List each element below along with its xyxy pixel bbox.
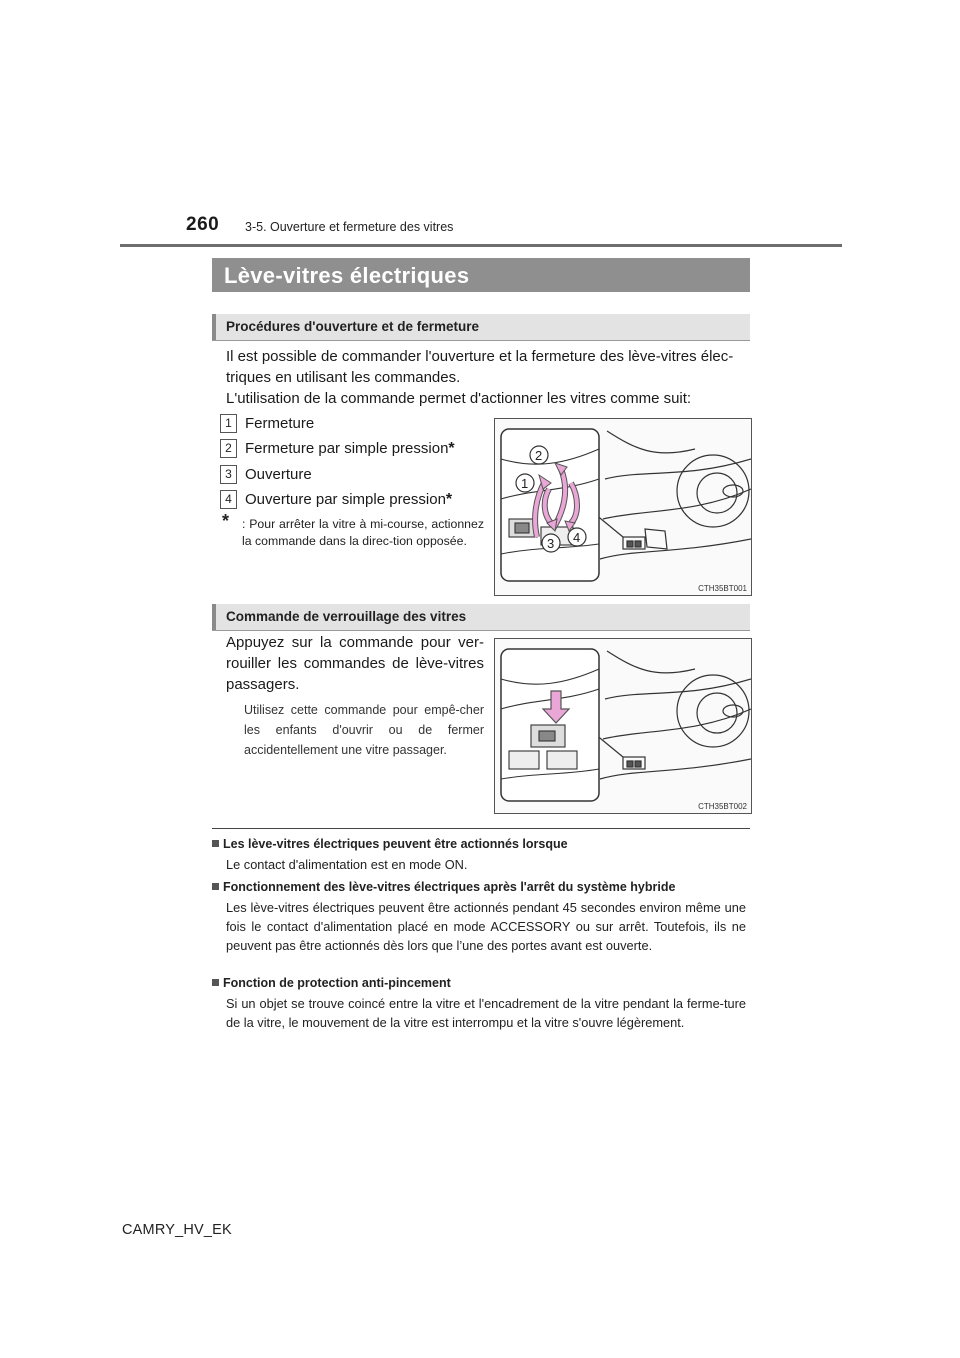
section1-heading-bar [212,314,750,341]
bullet-heading-text: Fonctionnement des lève-vitres électriques après l'arrêt du système hybride [223,880,676,894]
section-label: 3-5. Ouverture et fermeture des vitres [245,220,454,234]
step-label: Fermeture par simple pression [245,440,449,457]
step-label: Ouverture par simple pression [245,491,446,508]
bullet-heading-2 [212,880,675,894]
square-bullet-icon [212,883,219,890]
callout-3-text: 3 [547,536,555,551]
step-label: Ouverture [245,466,312,483]
step-number: 3 [220,465,237,484]
footnote-text: : Pour arrêter la vitre à mi-course, actionnez la commande dans la direc-tion opposée. [242,517,484,548]
section1-heading: Procédures d'ouverture et de fermeture [226,319,480,334]
page-number: 260 [186,214,220,235]
callout-2-text: 2 [535,448,543,463]
square-bullet-icon [212,979,219,986]
bullet-body-2: Les lève-vitres électriques peuvent être actionnés pendant 45 secondes environ même une fois le contact d'alimentation placé en mode ACCESSORY ou sur arrêt. Toutefois, ils ne peuvent pas être actionnés dès lors que l’une des portes avant est ouverte. [226,900,746,953]
step-3 [220,465,312,484]
bullet-heading-3 [212,976,451,990]
bullet-body-3: Si un objet se trouve coincé entre la vitre et l'encadrement de la vitre pendant la ferme-ture de la vitre, le mouvement de la vitre est interrompu et la vitre s'ouvre légèrement. [226,996,746,1030]
step-1 [220,414,314,433]
step-number: 1 [220,414,237,433]
lock-note: Utilisez cette commande pour empê-cher les enfants d'ouvrir ou de fermer accidentellement une vitre passager. [244,703,484,757]
figure-window-lock [494,638,752,814]
step-2 [220,439,455,458]
step-4 [220,490,452,509]
page-title: Lève-vitres électriques [224,263,470,288]
header-rule [120,244,842,247]
bullet-heading-text: Fonction de protection anti-pincement [223,976,451,990]
figure-code: CTH35BT001 [698,584,747,593]
heading-accent [212,314,216,340]
bullet-heading-1 [212,837,568,851]
bullet-heading-text: Les lève-vitres électriques peuvent être actionnés lorsque [223,837,568,851]
callout-1-text: 1 [521,476,529,491]
bullet-body-1: Le contact d'alimentation est en mode ON. [226,857,468,872]
window-lock-illustration [495,639,751,813]
section2-heading-bar [212,604,750,631]
intro-line-2: triques en utilisant les commandes. [226,369,461,386]
intro-line-3: L'utilisation de la commande permet d'actionner les vitres comme suit: [226,390,692,407]
section-divider [212,828,750,829]
intro-line-1: Il est possible de commander l'ouverture et la fermeture des lève-vitres élec- [226,348,734,365]
title-bar [212,258,750,292]
figure-window-switch [494,418,752,596]
footnote-star: * [445,490,453,508]
window-switch-illustration [495,419,751,595]
callout-4-text: 4 [573,530,581,545]
square-bullet-icon [212,840,219,847]
footer-model-code: CAMRY_HV_EK [122,1222,232,1238]
step-number: 2 [220,439,237,458]
footnote-star: * [222,511,230,531]
section2-heading: Commande de verrouillage des vitres [226,609,467,624]
heading-accent [212,604,216,630]
footnote-star: * [448,439,455,457]
figure-code: CTH35BT002 [698,802,747,811]
step-label: Fermeture [245,415,315,432]
step-number: 4 [220,490,237,509]
footnote [222,511,484,550]
lock-instruction: Appuyez sur la commande pour ver-rouiller les commandes de lève-vitres passagers. [226,634,484,693]
